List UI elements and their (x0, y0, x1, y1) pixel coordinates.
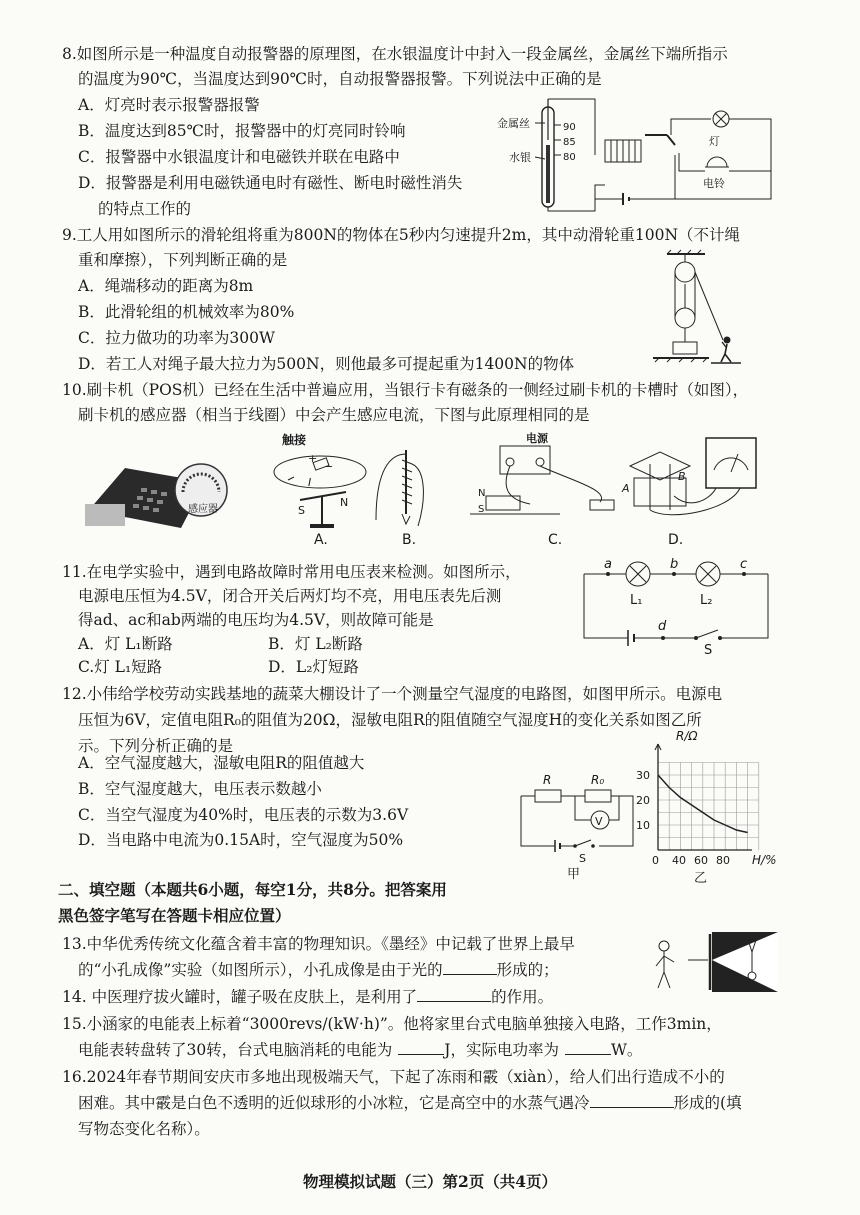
c-s-label: S (478, 504, 485, 515)
voltmeter-label: V (595, 815, 603, 828)
c-n-label: N (478, 488, 486, 499)
ytick-30: 30 (636, 769, 650, 782)
point-d-label: d (658, 619, 667, 634)
q13-line2: 的“小孔成像”实验（如图所示），小孔成像是由于光的 形成的； (78, 961, 559, 979)
temp-85-label: 85 (563, 137, 576, 148)
section2-title-line2: 黑色签字笔写在答题卡相应位置） (58, 906, 291, 925)
q9-stem-line2: 重和摩擦），下列判断正确的是 (78, 251, 288, 269)
q8-stem-line1: 8.如图所示是一种温度自动报警器的原理图，在水银温度计中封入一段金属丝，金属丝下端所指示 (62, 45, 728, 63)
q11-stem-line3: 得ad、ac和ab两端的电压均为4.5V，则故障可能是 (78, 611, 434, 629)
xtick-0: 0 (652, 854, 659, 867)
point-a-label: a (604, 557, 612, 572)
q16-line3: 写物态变化名称）。 (78, 1120, 210, 1138)
switch-icon (575, 840, 591, 846)
figure-d-label: D. (668, 532, 684, 548)
q9-stem-line1: 9.工人用如图所示的滑轮组将重为800N的物体在5秒内匀速提升2m，其中动滑轮重100N（不计绳 (62, 226, 741, 244)
q11-option-c: C.灯 L₁短路 (78, 658, 163, 676)
q12-option-b: B．空气湿度越大，电压表示数越小 (78, 780, 322, 798)
resistor-r-icon (535, 790, 561, 802)
q11-stem-line2: 电源电压恒为4.5V，闭合开关后两灯均不亮，用电压表先后测 (78, 587, 502, 605)
q16-line1: 16.2024年春节期间安庆市多地出现极端天气，下起了冻雨和霰（xiàn），给人们出行造成不小的 (62, 1068, 725, 1086)
load-block-icon (673, 342, 697, 354)
q9-option-a: A．绳端移动的距离为8m (78, 277, 254, 295)
pinhole-figure (648, 930, 780, 994)
q16-line2: 困难。其中霰是白色不透明的近似球形的小冰粒，它是高空中的水蒸气遇冷 形成的(填 (78, 1094, 742, 1112)
chart-xlabel: H/% (752, 853, 777, 867)
xtick-40: 40 (672, 854, 686, 867)
point-c-label: c (740, 557, 748, 572)
bell-label: 电铃 (703, 177, 725, 190)
ammeter-icon (706, 438, 756, 488)
q12-option-a: A．空气湿度越大，湿敏电阻R的阻值越大 (78, 754, 365, 772)
current-label: I (308, 476, 312, 489)
lamp-l2-label: L₂ (700, 593, 713, 608)
plus-label: + (308, 452, 318, 465)
q11-circuit-figure (578, 558, 778, 658)
figure-a-oersted (274, 432, 366, 548)
pulley-figure (645, 250, 745, 375)
bell-icon (707, 157, 727, 167)
xtick-60: 60 (694, 854, 708, 867)
resistor-r-label: R (543, 773, 552, 787)
resistor-r0-icon (585, 790, 611, 802)
q8-stem-line2: 的温度为90℃，当温度达到90℃时，自动报警器报警。下列说法中正确的是 (78, 70, 602, 88)
figure-c-label: C. (548, 532, 563, 548)
q9-option-b: B．此滑轮组的机械效率为80% (78, 303, 295, 321)
xtick-80: 80 (716, 854, 730, 867)
mercury-label: 水银 (509, 151, 531, 164)
ytick-10: 10 (636, 819, 650, 832)
chart-ylabel: R/Ω (676, 729, 698, 743)
movable-pulley-icon (675, 308, 695, 328)
figure-c-motor (470, 431, 614, 548)
q15-power-blank[interactable] (565, 1040, 611, 1055)
switch-icon (696, 630, 718, 638)
alarm-circuit-figure (495, 95, 785, 215)
q15-line2: 电能表转盘转了30转，台式电脑消耗的电能为 J，实际电功率为 W。 (78, 1041, 643, 1059)
q9-option-d: D．若工人对绳子最大拉力为500N，则他最多可提起重为1400N的物体 (78, 355, 575, 373)
q13-answer-blank[interactable] (443, 960, 497, 975)
fixed-pulley-icon (675, 262, 695, 282)
q12-circuit-jia (515, 770, 640, 880)
q16-answer-blank[interactable] (590, 1093, 674, 1108)
q8-option-d-line1: D．报警器是利用电磁铁通电时有磁性、断电时磁性消失 (78, 174, 463, 192)
sensor-label: 感应器 (188, 504, 218, 515)
resistor-r0-label: R₀ (591, 773, 605, 787)
point-a-label: A (622, 482, 630, 495)
ytick-20: 20 (636, 794, 650, 807)
figure-a-label: A. (314, 532, 328, 548)
q12-option-d: D．当电路中电流为0.15A时，空气湿度为50% (78, 831, 404, 849)
pos-machine-figure (85, 464, 227, 528)
figure-jia-caption: 甲 (567, 867, 581, 882)
temp-80-label: 80 (563, 152, 576, 163)
q11-stem-line1: 11.在电学实验中，遇到电路故障时常用电压表来检测。如图所示， (62, 563, 521, 581)
q12-option-c: C．当空气湿度为40%时，电压表的示数为3.6V (78, 806, 409, 824)
section2-title-line1: 二、填空题（本题共6小题，每空1分，共8分。把答案用 (58, 880, 447, 899)
lamp-l1-label: L₁ (630, 593, 643, 608)
switch-label: S (704, 643, 713, 658)
q15-line1: 15.小涵家的电能表上标着“3000revs/(kW·h)”。他将家里台式电脑单独接入电路，工作3min， (62, 1015, 722, 1033)
q13-line1: 13.中华优秀传统文化蕴含着丰富的物理知识。《墨经》中记载了世界上最早 (62, 935, 575, 953)
figure-b-label: B. (402, 532, 417, 548)
q8-option-a: A．灯亮时表示报警器报警 (78, 96, 260, 114)
q8-option-b: B．温度达到85℃时，报警器中的灯亮同时铃响 (78, 122, 406, 140)
a-n-label: N (340, 496, 349, 509)
q10-figures (85, 430, 805, 550)
figure-yi-caption: 乙 (694, 871, 708, 886)
figure-b-coil (376, 450, 423, 548)
q12-stem-line1: 12.小伟给学校劳动实践基地的蔬菜大棚设计了一个测量空气湿度的电路图，如图甲所示。电源电 (62, 685, 723, 703)
q12-stem-line3: 示。下列分析正确的是 (78, 737, 234, 755)
power-supply-icon (500, 446, 550, 474)
q10-stem-line2: 刷卡机的感应器（相当于线圈）中会产生感应电流，下图与此原理相同的是 (78, 406, 590, 424)
q15-energy-blank[interactable] (398, 1040, 444, 1055)
switch-icon (590, 500, 614, 510)
lamp-label: 灯 (709, 135, 720, 148)
q11-option-b: B．灯 L₂断路 (268, 635, 363, 653)
q14-answer-blank[interactable] (417, 987, 491, 1002)
q12-stem-line2: 压恒为6V，定值电阻R₀的阻值为20Ω，湿敏电阻R的阻值随空气湿度H的变化关系如图乙所 (78, 711, 702, 729)
q8-option-d-line2: 的特点工作的 (98, 200, 192, 218)
worker-icon (724, 337, 731, 344)
switch-label: S (579, 852, 586, 865)
q8-option-c: C．报警器中水银温度计和电磁铁并联在电路中 (78, 148, 400, 166)
humidity-resistance-chart (636, 729, 785, 886)
q9-option-c: C．拉力做功的功率为300W (78, 329, 275, 347)
point-b-label: b (670, 557, 679, 572)
point-b-label: B (678, 470, 686, 483)
a-s-label: S (298, 504, 305, 517)
page-footer: 物理模拟试题（三）第2页（共4页） (302, 1172, 558, 1191)
figure-d-generator (621, 438, 756, 548)
power-label: 电源 (526, 432, 548, 445)
temp-90-label: 90 (563, 122, 576, 133)
contact-label: 触接 (282, 433, 307, 447)
q10-stem-line1: 10.刷卡机（POS机）已经在生活中普遍应用，当银行卡有磁条的一侧经过刷卡机的卡槽时（如图）， (62, 381, 749, 399)
q11-option-a: A．灯 L₁断路 (78, 635, 173, 653)
metal-wire-label: 金属丝 (497, 117, 530, 130)
minus-label: − (324, 460, 334, 473)
q14-line: 14. 中医理疗拔火罐时，罐子吸在皮肤上，是利用了 的作用。 (62, 988, 554, 1006)
q11-option-d: D．L₂灯短路 (268, 658, 359, 676)
person-icon (659, 941, 669, 951)
